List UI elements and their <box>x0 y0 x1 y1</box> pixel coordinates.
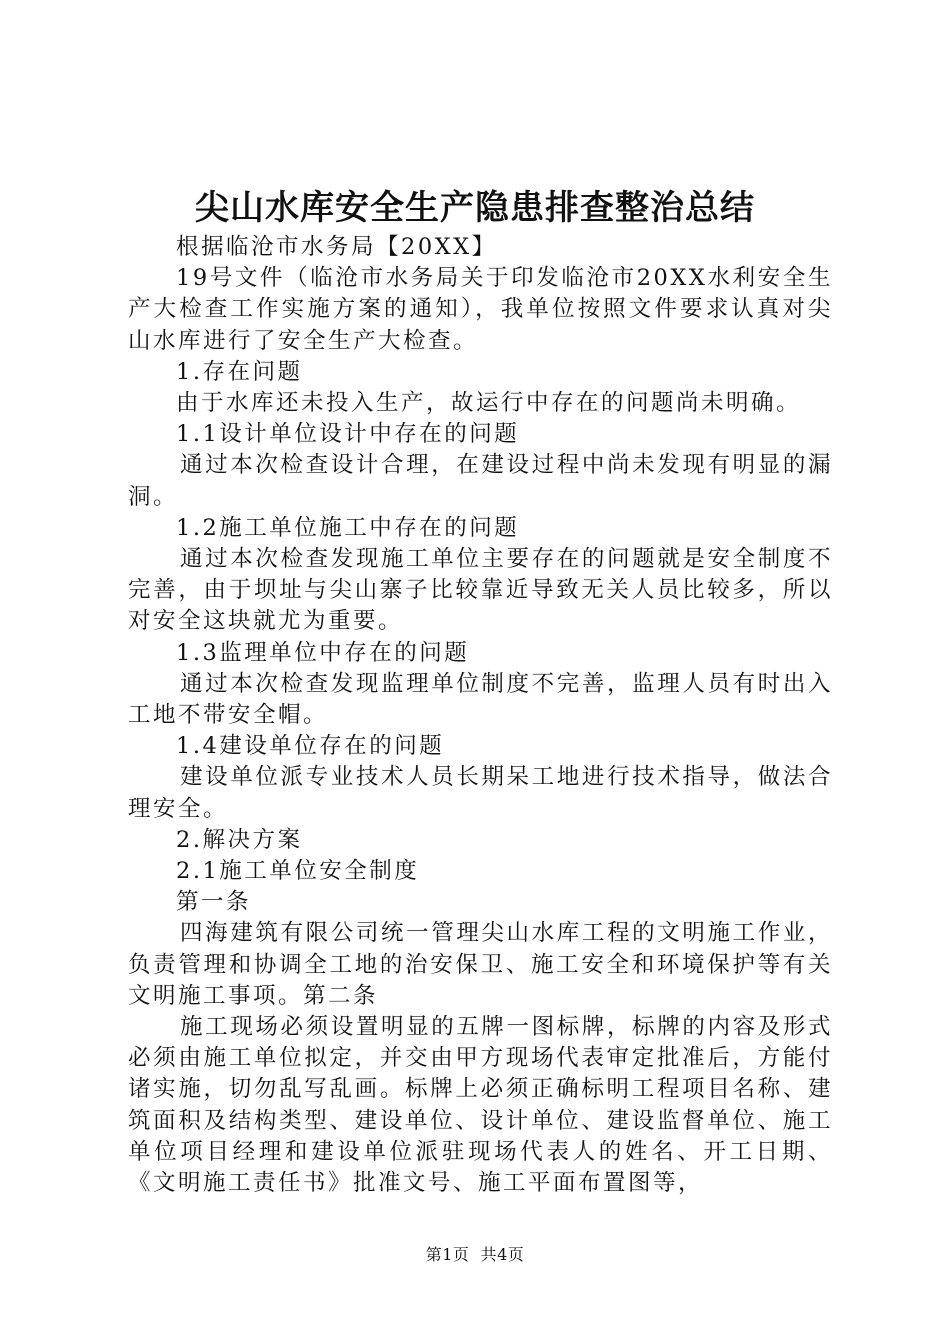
page-number: 第1页 共4页 <box>425 1245 525 1264</box>
article-heading: 第一条 <box>176 889 252 916</box>
paragraph: 根据临沧市水务局【20XX】 <box>176 234 497 260</box>
subsection-heading: 2.1施工单位安全制度 <box>176 858 420 885</box>
section-heading: 1.存在问题 <box>176 358 303 385</box>
paragraph: 通过本次检查发现监理单位制度不完善，监理人员有时出入工地不带安全帽。 <box>128 670 833 729</box>
paragraph: 由于水库还未投入生产，故运行中存在的问题尚未明确。 <box>176 390 802 417</box>
page-title: 尖山水库安全生产隐患排查整治总结 <box>195 188 755 228</box>
paragraph: 通过本次检查发现施工单位主要存在的问题就是安全制度不完善，由于坝址与尖山寨子比较靠近导致无关人员比较多，所以对安全这块就尤为重要。 <box>128 546 833 635</box>
subsection-heading: 1.4建设单位存在的问题 <box>176 733 445 760</box>
subsection-heading: 1.2施工单位施工中存在的问题 <box>176 514 520 541</box>
paragraph: 施工现场必须设置明显的五牌一图标牌，标牌的内容及形式必须由施工单位拟定，并交由甲方现场代表审定批准后，方能付诸实施，切勿乱写乱画。标牌上必须正确标明工程项目名称、建筑面积及结构类型、建设单位、设计单位、建设监督单位、施工单位项目经理和建设单位派驻现场代表人的姓名、开工日期、《文明施工责任书》批准文号、施工平面布置图等， <box>128 1014 833 1197</box>
page-footer <box>0 1244 950 1266</box>
paragraph: 四海建筑有限公司统一管理尖山水库工程的文明施工作业，负责管理和协调全工地的治安保卫、施工安全和环境保护等有关文明施工事项。第二条 <box>128 920 833 1009</box>
subsection-heading: 1.3监理单位中存在的问题 <box>176 639 470 666</box>
section-heading: 2.解决方案 <box>176 826 303 853</box>
paragraph: 通过本次检查设计合理，在建设过程中尚未发现有明显的漏洞。 <box>128 452 833 510</box>
subsection-heading: 1.1设计单位设计中存在的问题 <box>176 421 520 448</box>
paragraph: 建设单位派专业技术人员长期呆工地进行技术指导，做法合理安全。 <box>128 764 833 822</box>
paragraph: 19号文件（临沧市水务局关于印发临沧市20XX水利安全生产大检查工作实施方案的通知），我单位按照文件要求认真对尖山水库进行了安全生产大检查。 <box>128 265 833 354</box>
document-body <box>128 232 833 1199</box>
